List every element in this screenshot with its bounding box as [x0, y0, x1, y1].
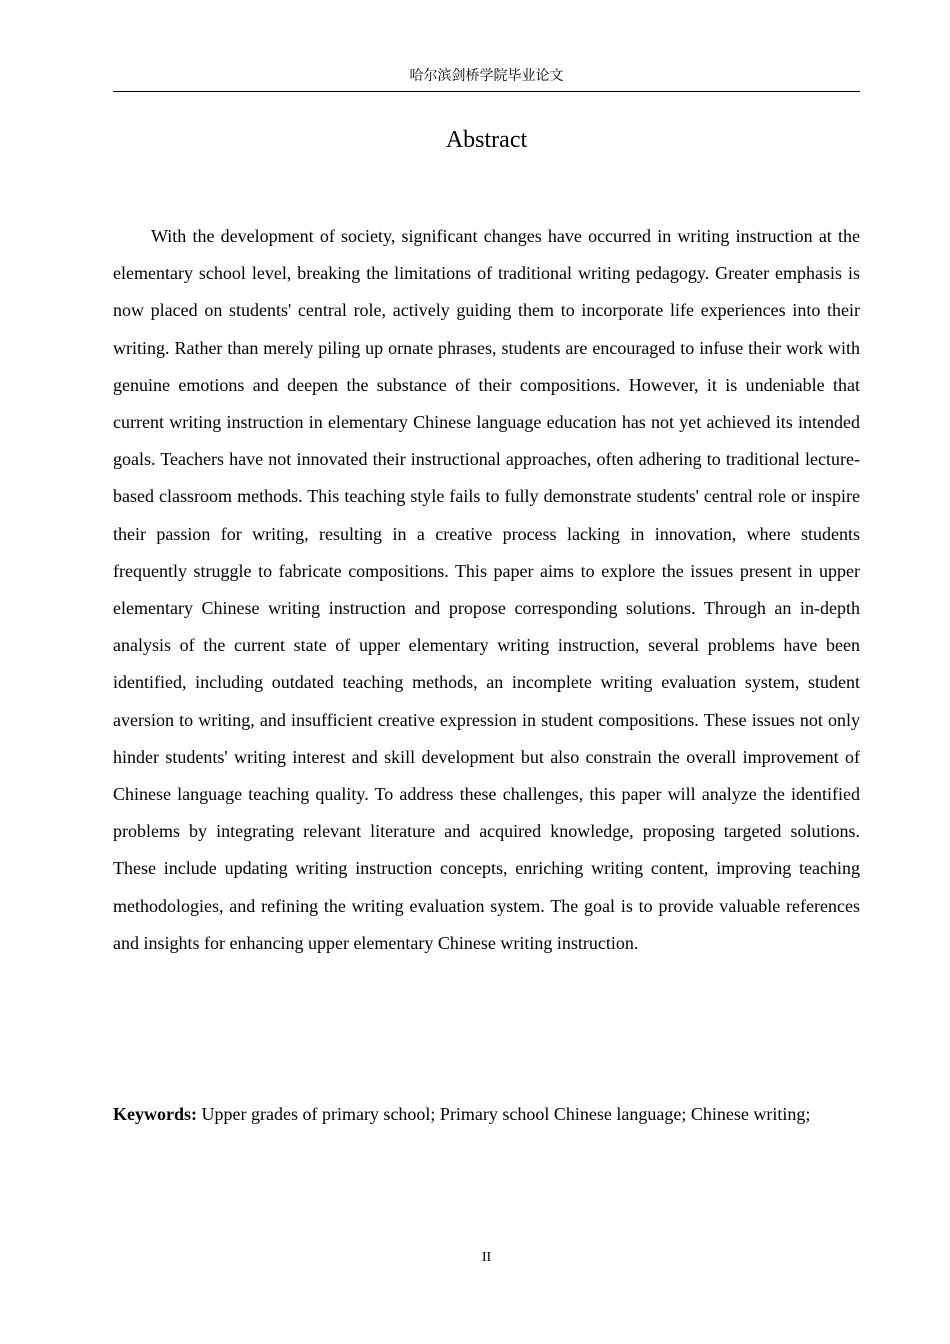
page-number: II — [481, 1250, 492, 1265]
abstract-body: With the development of society, significant changes have occurred in writing instruction at the elementary school level, breaking the limitations of traditional writing pedagogy. Greater emphasis is now placed on students' central role, actively guiding them to incorporate life experiences into their writing. Rather than merely piling up ornate phrases, students are encouraged to infuse their work with genuine emotions and deepen the substance of their compositions. However, it is undeniable that current writing instruction in elementary Chinese language education has not yet achieved its intended goals. Teachers have not innovated their instructional approaches, often adhering to traditional lecture-based classroom methods. This teaching style fails to fully demonstrate students' central role or inspire their passion for writing, resulting in a creative process lacking in innovation, where students frequently struggle to fabricate compositions. This paper aims to explore the issues present in upper elementary Chinese writing instruction and propose corresponding solutions. Through an in-depth analysis of the current state of upper elementary writing instruction, several problems have been identified, including outdated teaching methods, an incomplete writing evaluation system, student aversion to writing, and insufficient creative expression in student compositions. These issues not only hinder students' writing interest and skill development but also constrain the overall improvement of Chinese language teaching quality. To address these challenges, this paper will analyze the identified problems by integrating relevant literature and acquired knowledge, proposing targeted solutions. These include updating writing instruction concepts, enriching writing content, improving teaching methodologies, and refining the writing evaluation system. The goal is to provide valuable references and insights for enhancing upper elementary Chinese writing instruction. — [113, 226, 860, 953]
running-header: 哈尔滨剑桥学院毕业论文 — [409, 68, 564, 84]
keywords-line — [113, 1098, 873, 1130]
abstract-title: Abstract — [445, 127, 528, 153]
header-rule — [113, 91, 860, 92]
keywords-text: Upper grades of primary school; Primary school Chinese language; Chinese writing; — [201, 1104, 811, 1124]
keywords-label: Keywords: — [113, 1104, 197, 1124]
